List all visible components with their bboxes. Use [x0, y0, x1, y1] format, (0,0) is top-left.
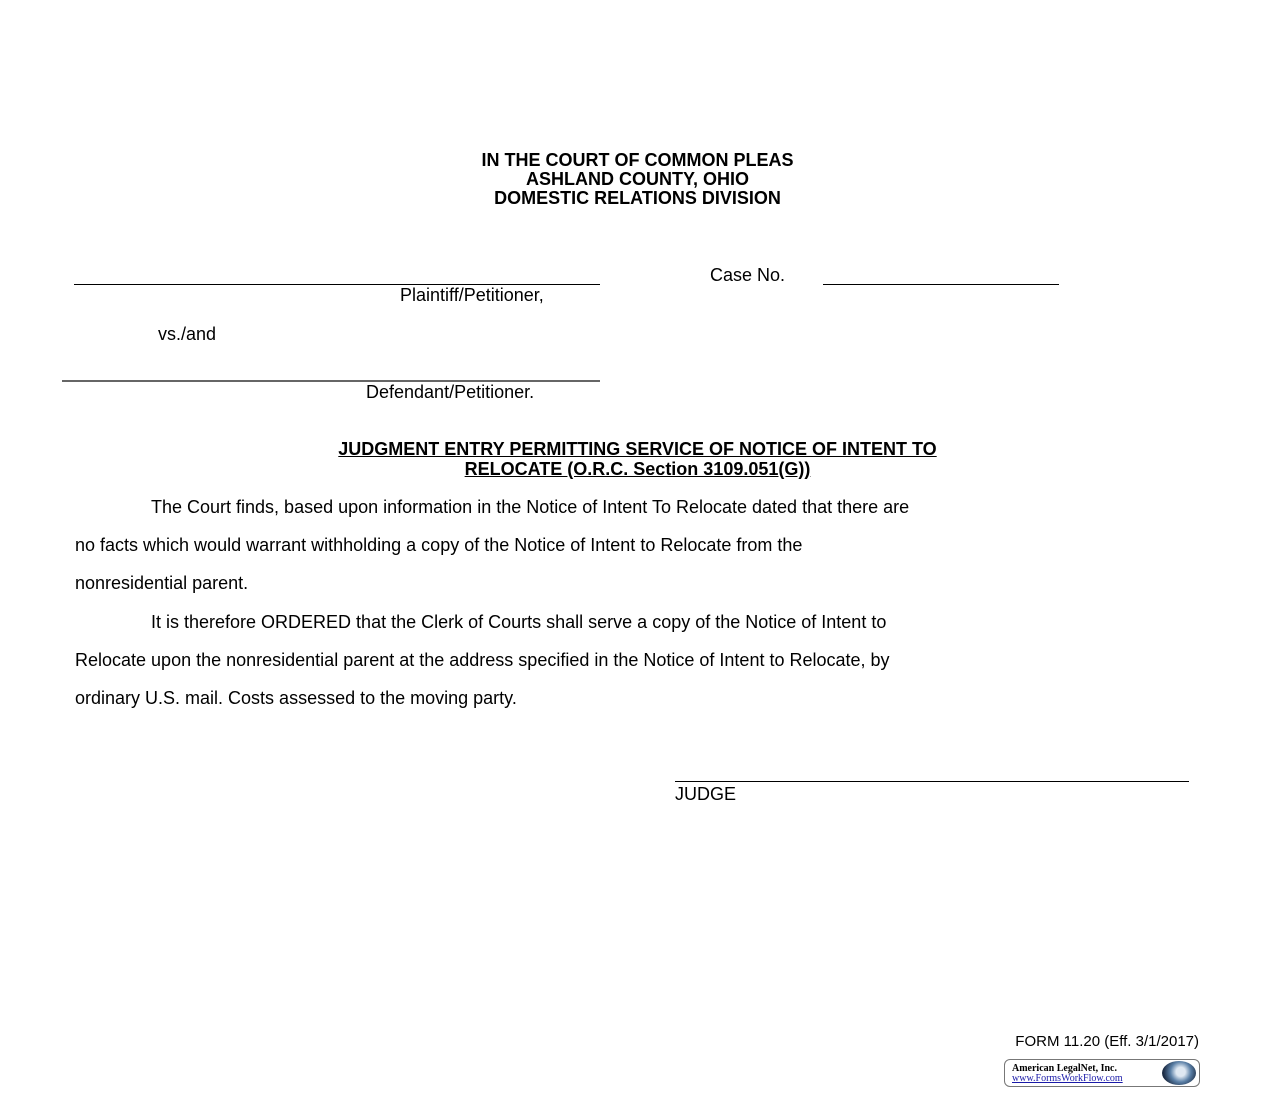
- division-name: DOMESTIC RELATIONS DIVISION: [494, 188, 781, 208]
- logo-company-name: American LegalNet, Inc.: [1012, 1063, 1117, 1074]
- court-name: IN THE COURT OF COMMON PLEAS: [481, 150, 794, 170]
- case-no-line[interactable]: [823, 284, 1059, 285]
- findings-paragraph-line: The Court finds, based upon information in the Notice of Intent To Relocate dated that there are: [151, 497, 910, 517]
- defendant-label: Defendant/Petitioner.: [366, 382, 535, 402]
- globe-icon: [1162, 1061, 1196, 1085]
- county-name: ASHLAND COUNTY, OHIO: [525, 169, 749, 189]
- logo-url-link[interactable]: www.FormsWorkFlow.com: [1012, 1073, 1123, 1084]
- case-no-label: Case No.: [710, 265, 786, 285]
- judge-label: JUDGE: [675, 784, 737, 804]
- findings-paragraph-line: nonresidential parent.: [75, 573, 249, 593]
- form-id: FORM 11.20 (Eff. 3/1/2017): [1015, 1033, 1199, 1050]
- order-paragraph-line: It is therefore ORDERED that the Clerk of Courts shall serve a copy of the Notice of Intent to: [151, 612, 887, 632]
- american-legalnet-logo[interactable]: [1004, 1059, 1200, 1087]
- order-paragraph-line: Relocate upon the nonresidential parent at the address specified in the Notice of Intent to Relocate, by: [75, 650, 890, 670]
- document-title-line2: RELOCATE (O.R.C. Section 3109.051(G)): [464, 459, 811, 479]
- vs-label: vs./and: [158, 324, 217, 344]
- plaintiff-label: Plaintiff/Petitioner,: [400, 285, 544, 305]
- findings-paragraph-line: no facts which would warrant withholding a copy of the Notice of Intent to Relocate from the: [75, 535, 803, 555]
- order-paragraph-line: ordinary U.S. mail. Costs assessed to the moving party.: [75, 688, 517, 708]
- document-title-line1: JUDGMENT ENTRY PERMITTING SERVICE OF NOTICE OF INTENT TO: [338, 439, 937, 459]
- judge-signature-line[interactable]: [675, 781, 1189, 782]
